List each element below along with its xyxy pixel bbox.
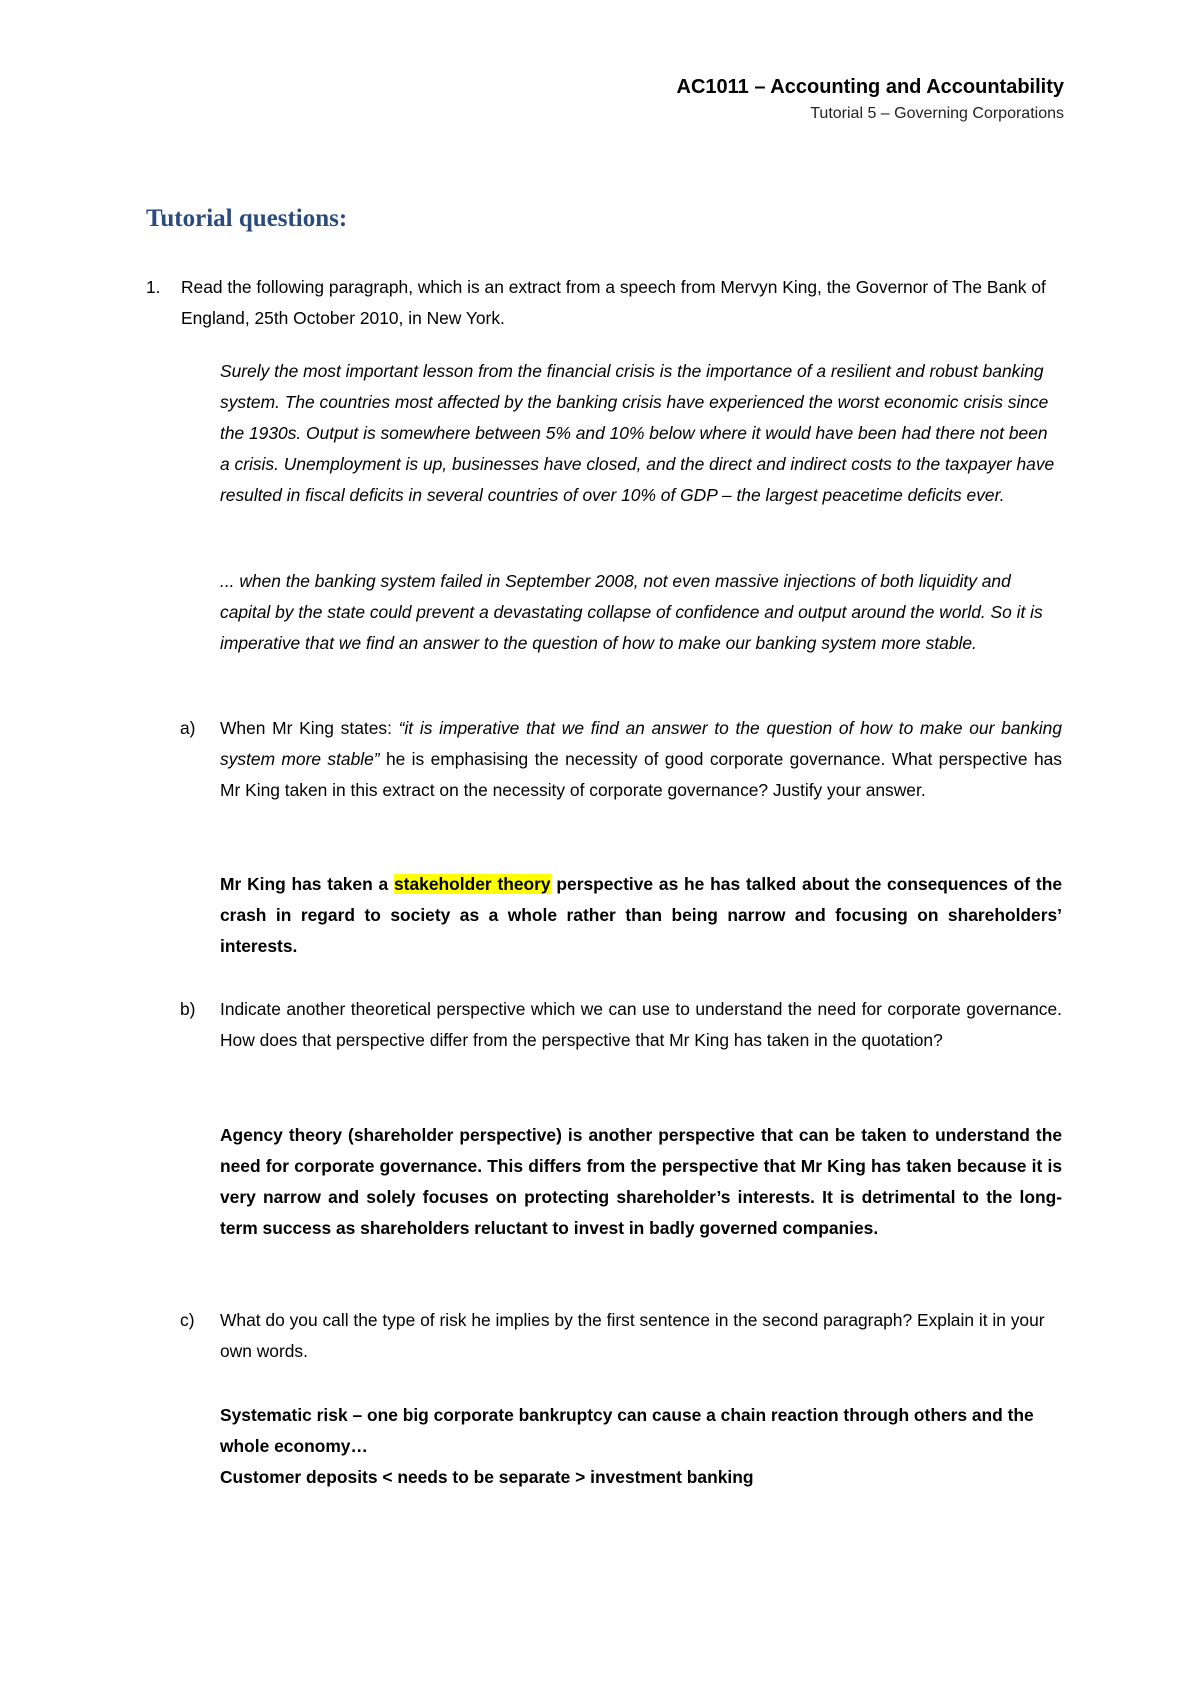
text-part: he is emphasising the necessity of good corporate governance. What perspective has Mr King taken in this extract on the necessity of corporate governance? Justify your answer.: [220, 749, 1062, 800]
sub-question-text: What do you call the type of risk he implies by the first sentence in the second paragraph? Explain it in your own words.: [220, 1310, 1045, 1361]
question-1: [146, 272, 1061, 334]
speech-quote-paragraph-1: [220, 356, 1062, 511]
sub-question-letter: a): [180, 718, 196, 738]
quoted-text: “it is imperative that we find an answer to the question of how to make our banking system more stable”: [220, 718, 1062, 769]
question-1-text: Read the following paragraph, which is an extract from a speech from Mervyn King, the Governor of The Bank of England, 25th October 2010, in New York.: [181, 277, 1046, 328]
answer-line: Customer deposits < needs to be separate > investment banking: [220, 1467, 754, 1487]
sub-question-text: Indicate another theoretical perspective which we can use to understand the need for corporate governance. How does that perspective differ from the perspective that Mr King has taken in the quotation?: [220, 999, 1062, 1050]
sub-question-text: [220, 713, 1062, 806]
highlighted-term: stakeholder theory: [394, 874, 551, 894]
sub-question-a: [180, 713, 1062, 806]
answer-text: perspective as he has talked about the consequences of the crash in regard to society as a whole rather than being narrow and focusing on shareholders’ interests.: [220, 874, 1062, 956]
quote-text: Surely the most important lesson from the financial crisis is the importance of a resilient and robust banking system. The countries most affected by the banking crisis have experienced the worst economic crisis since the 1930s. Output is somewhere between 5% and 10% below where it would have been had there not been a crisis. Unemployment is up, businesses have closed, and the direct and indirect costs to the taxpayer have resulted in fiscal deficits in several countries of over 10% of GDP – the largest peacetime deficits ever.: [220, 361, 1055, 505]
sub-question-b: [180, 994, 1062, 1056]
section-title: Tutorial questions:: [146, 205, 348, 232]
answer-a: [220, 869, 1062, 962]
course-title: AC1011 – Accounting and Accountability: [676, 76, 1064, 98]
tutorial-subtitle: Tutorial 5 – Governing Corporations: [810, 105, 1064, 122]
text-part: When Mr King states:: [220, 718, 399, 738]
answer-text: Mr King has taken a: [220, 874, 395, 894]
quote-text: ... when the banking system failed in September 2008, not even massive injections of both liquidity and capital by the state could prevent a devastating collapse of confidence and output around the world. So it is imperative that we find an answer to the question of how to make our banking system more stable.: [220, 571, 1043, 653]
answer-c: [220, 1400, 1062, 1493]
sub-question-c: [180, 1305, 1062, 1367]
answer-b: Agency theory (shareholder perspective) is another perspective that can be taken to understand the need for corporate governance. This differs from the perspective that Mr King has taken because it is very narrow and solely focuses on protecting shareholder’s interests. It is detrimental to the long-term success as shareholders reluctant to invest in badly governed companies.: [220, 1125, 1062, 1238]
answer-line: Systematic risk – one big corporate bankruptcy can cause a chain reaction through others and the whole economy…: [220, 1405, 1034, 1456]
page-header: [677, 72, 1064, 126]
sub-question-letter: b): [180, 999, 196, 1019]
speech-quote-paragraph-2: [220, 566, 1062, 659]
sub-question-letter: c): [180, 1310, 195, 1330]
question-1-number: 1.: [146, 277, 161, 297]
